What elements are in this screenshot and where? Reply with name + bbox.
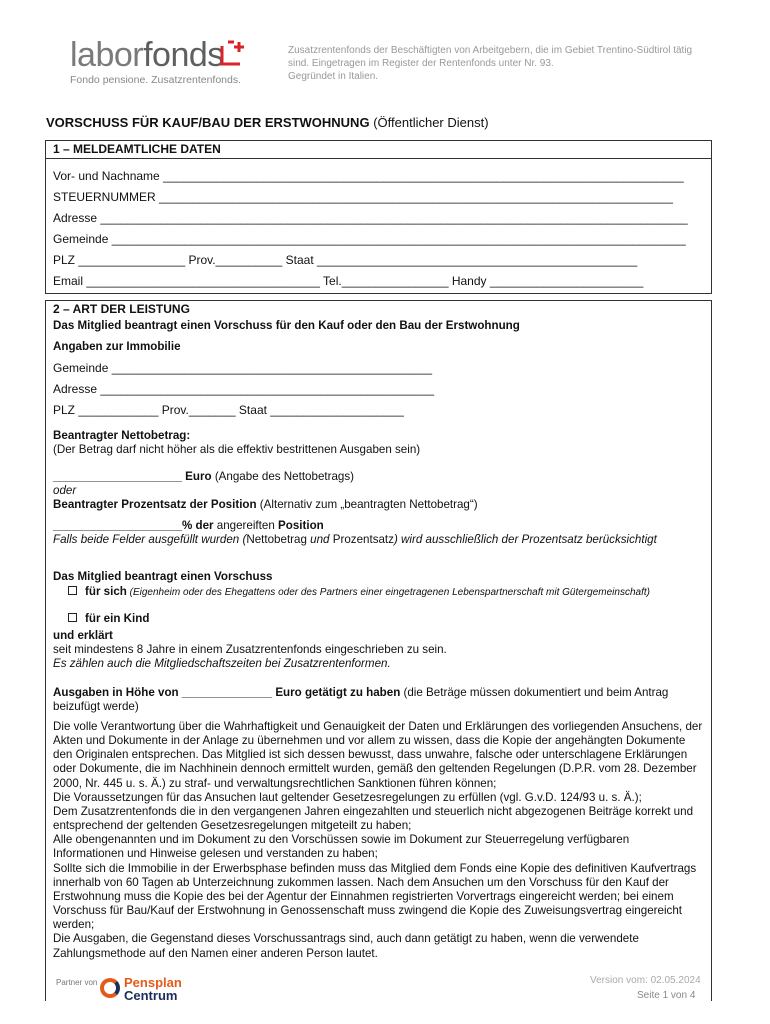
declaration-body: Die volle Verantwortung über die Wahrhaftigkeit und Genauigkeit der Daten und Erklärungen des vorliegenden Ansuchens, der Akten und Dokumente in der Anlage zu übernehmen und vor allem zu wissen, dass die Kopie der angehängten Dokumente den Originalen entsprechen. Das Mitglied ist sich dessen bewusst, dass unwahre, falsche oder unterschlagene Erklärungen oder Dokumente, die im Nachhinein dennoch ermittelt wurden, gemäß den geltenden Regelungen (D.P.R. vom 28. Dezember 2000, Nr. 445 u. s. Ä.) zu straf- und verwaltungsrechtlichen Sanktionen führen können; Die Voraussetzungen für das Ansuchen laut geltender Gesetzesregelungen zu erfüllen (vgl. G.v.D. 124/93 u. s. Ä.); Dem Zusatzrentenfonds die in den vergangenen Jahren eingezahlten und steuerlich nicht abgezogenen Beiträge korrekt und entsprechend der geltenden Gesetzesregelungen mitgeteilt zu haben; Alle obengenannten und im Dokument zu den Vorschüssen sowie im Dokument zur Steuerregelung verfügbaren Informationen und Hinweise gelesen und verstanden zu haben; Sollte sich die Immobilie in der Erwerbsphase befinden muss das Mitglied dem Fonds eine Kopie des definitiven Kaufvertrags innerhalb von 60 Tagen ab Unterzeichnung zukommen lassen. Nach dem Ansuchen um den Vorschuss für den Kauf der Erstwohnung muss die Kopie des bei der Agentur der Einnahmen registrierten Vorvertrags eingereicht werden; bei einem Vorschuss für Bau/Kauf der Erstwohnung in Genossenschaft muss zwingend die Kopie des Zuweisungsvertrag eingereicht werden; Die Ausgaben, die Gegenstand dieses Vorschussantrags sind, auch dann getätigt zu haben, wenn die verwendete Zahlungsmethode auf den Namen einer anderen Person lautet. bbox=[53, 720, 703, 960]
property-zip-field[interactable]: PLZ ____________ Prov._______ Staat ____________________ bbox=[53, 403, 404, 417]
zip-province-country-field[interactable]: PLZ ________________ Prov.__________ Staat ________________________________________________ bbox=[53, 253, 638, 267]
checkbox-self[interactable] bbox=[68, 586, 77, 595]
option-self[interactable]: für sich (Eigenheim oder des Ehegattens oder des Partners einer eingetragenen Lebenspartnerschaft mit Gütergemeinschaft) bbox=[68, 585, 698, 600]
form-title-sub: (Öffentlicher Dienst) bbox=[373, 115, 489, 130]
section2-lead: Das Mitglied beantragt einen Vorschuss für den Kauf oder den Bau der Erstwohnung bbox=[53, 319, 520, 332]
laborfonds-logo bbox=[70, 38, 241, 86]
name-field[interactable]: Vor- und Nachname ______________________________________________________________________________ bbox=[53, 169, 684, 183]
net-amount-field[interactable]: ____________________ Euro (Angabe des Nettobetrags) bbox=[53, 470, 355, 483]
section-benefit-type bbox=[45, 300, 712, 1001]
net-amount-note: (Der Betrag darf nicht höher als die effektiv bestrittenen Ausgaben sein) bbox=[53, 443, 421, 456]
logo-mark-icon bbox=[220, 40, 246, 66]
address-field[interactable]: Adresse ________________________________________________________________________________________ bbox=[53, 211, 688, 225]
advance-request-heading: Das Mitglied beantragt einen Vorschuss bbox=[53, 570, 273, 583]
both-fields-note: Falls beide Felder ausgefüllt wurden (Nettobetrag und Prozentsatz) wird ausschließlich der Prozentsatz berücksichtigt bbox=[53, 533, 657, 546]
percentage-heading: Beantragter Prozentsatz der Position (Alternativ zum „beantragten Nettobetrag“) bbox=[53, 498, 478, 511]
or-label: oder bbox=[53, 484, 77, 497]
municipality-field[interactable]: Gemeinde ______________________________________________________________________________________ bbox=[53, 232, 686, 246]
version-date: Version vom: 02.05.2024 bbox=[590, 975, 701, 986]
form-title: VORSCHUSS FÜR KAUF/BAU DER ERSTWOHNUNG (Öffentlicher Dienst) bbox=[46, 115, 489, 130]
logo-word-light: labor bbox=[70, 36, 144, 74]
property-address-field[interactable]: Adresse __________________________________________________ bbox=[53, 382, 435, 396]
expenses-field[interactable]: Ausgaben in Höhe von ______________ Euro getätigt zu haben (die Beträge müssen dokumentiert und beim Antrag beizufügt werde) bbox=[53, 686, 669, 714]
pensplan-circle-icon bbox=[100, 978, 120, 998]
section1-heading: 1 – MELDEAMTLICHE DATEN bbox=[46, 141, 711, 159]
page-number: Seite 1 von 4 bbox=[637, 990, 696, 1001]
logo-word-bold: fonds bbox=[143, 36, 224, 74]
logo-subtitle: Fondo pensione. Zusatzrentenfonds. bbox=[70, 74, 242, 86]
option-child[interactable]: für ein Kind bbox=[68, 612, 718, 626]
property-municipality-field[interactable]: Gemeinde ________________________________________________ bbox=[53, 361, 433, 375]
property-heading: Angaben zur Immobilie bbox=[53, 340, 181, 353]
years-statement: seit mindestens 8 Jahre in einem Zusatzrentenfonds eingeschrieben zu sein. bbox=[53, 643, 447, 656]
percentage-field[interactable]: ____________________% der angereiften Position bbox=[53, 519, 324, 532]
net-amount-heading: Beantragter Nettobetrag: bbox=[53, 429, 191, 442]
declares-label: und erklärt bbox=[53, 629, 113, 642]
checkbox-child[interactable] bbox=[68, 613, 77, 622]
section-registry-data bbox=[45, 140, 712, 294]
periods-note: Es zählen auch die Mitgliedschaftszeiten bei Zusatzrentenformen. bbox=[53, 657, 391, 670]
tax-number-field[interactable]: STEUERNUMMER _____________________________________________________________________________ bbox=[53, 190, 673, 204]
section2-heading: 2 – ART DER LEISTUNG bbox=[53, 302, 190, 316]
header-note: Zusatzrentenfonds der Beschäftigten von Arbeitgebern, die im Gebiet Trentino-Südtirol tätig sind. Eingetragen im Register der Rentenfonds unter Nr. 93. Gegründet in Italien. bbox=[288, 45, 693, 82]
partner-label: Partner von bbox=[56, 978, 98, 987]
email-phone-mobile-field[interactable]: Email ___________________________________ Tel.________________ Handy _______________________ bbox=[53, 274, 644, 288]
